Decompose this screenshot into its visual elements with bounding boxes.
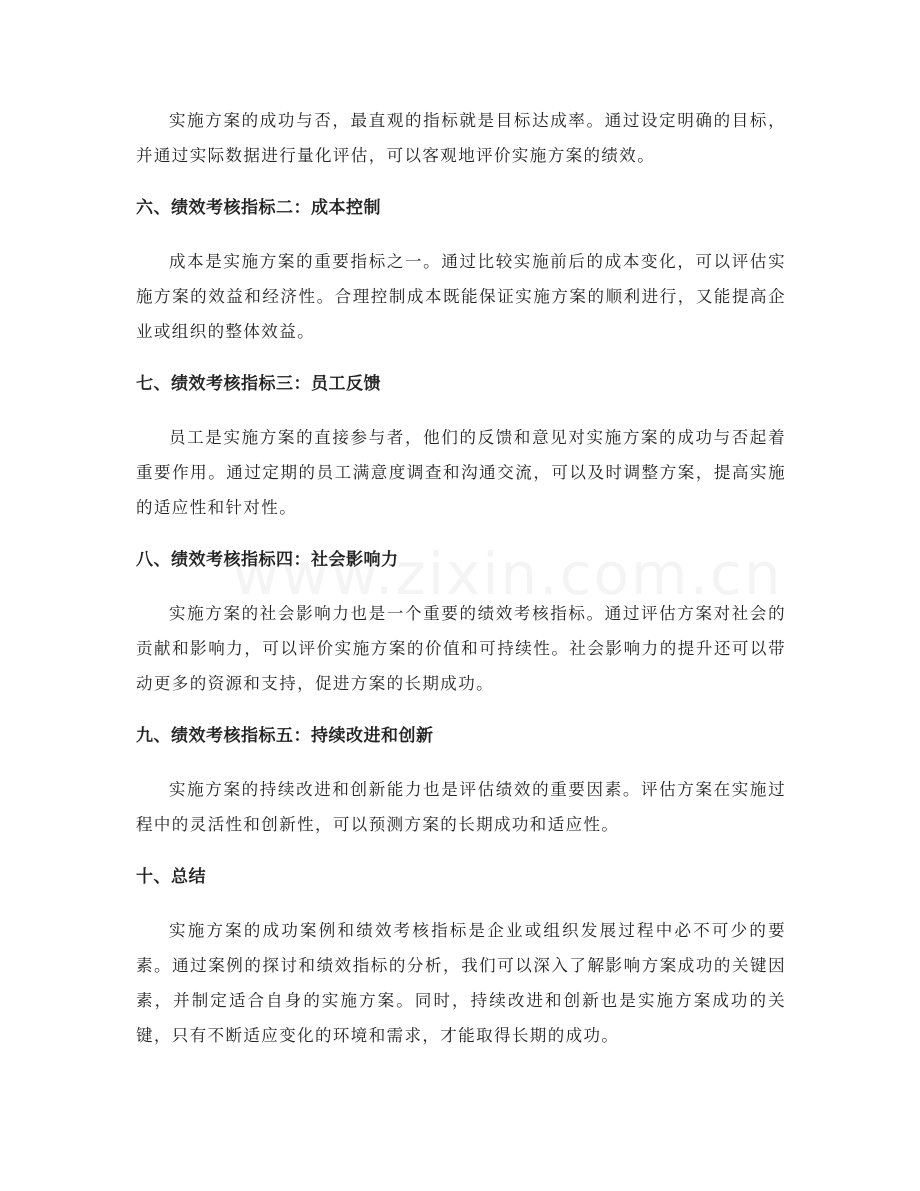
heading-summary: 十、总结 [136, 867, 206, 887]
paragraph-social-impact: 实施方案的社会影响力也是一个重要的绩效考核指标。通过评估方案对社会的贡献和影响力，可以评价实施方案的价值和可持续性。社会影响力的提升还可以带动更多的资源和支持，促进方案的长期成功。 [136, 604, 786, 693]
heading-cost-control: 六、绩效考核指标二：成本控制 [136, 198, 381, 218]
paragraph-goal-achievement: 实施方案的成功与否，最直观的指标就是目标达成率。通过设定明确的目标，并通过实际数据进行量化评估，可以客观地评价实施方案的绩效。 [136, 111, 786, 165]
heading-social-impact: 八、绩效考核指标四：社会影响力 [136, 550, 399, 570]
document-body [136, 103, 786, 1053]
heading-employee-feedback: 七、绩效考核指标三：员工反馈 [136, 374, 381, 394]
heading-continuous-improvement: 九、绩效考核指标五：持续改进和创新 [136, 726, 434, 746]
paragraph-employee-feedback: 员工是实施方案的直接参与者，他们的反馈和意见对实施方案的成功与否起着重要作用。通过定期的员工满意度调查和沟通交流，可以及时调整方案，提高实施的适应性和针对性。 [136, 428, 786, 517]
paragraph-continuous-improvement: 实施方案的持续改进和创新能力也是评估绩效的重要因素。评估方案在实施过程中的灵活性和创新性，可以预测方案的长期成功和适应性。 [136, 780, 786, 834]
paragraph-summary: 实施方案的成功案例和绩效考核指标是企业或组织发展过程中必不可少的要素。通过案例的探讨和绩效指标的分析，我们可以深入了解影响方案成功的关键因素，并制定适合自身的实施方案。同时，持续改进和创新也是实施方案成功的关键，只有不断适应变化的环境和需求，才能取得长期的成功。 [136, 921, 786, 1045]
paragraph-cost-control: 成本是实施方案的重要指标之一。通过比较实施前后的成本变化，可以评估实施方案的效益和经济性。合理控制成本既能保证实施方案的顺利进行，又能提高企业或组织的整体效益。 [136, 252, 786, 341]
